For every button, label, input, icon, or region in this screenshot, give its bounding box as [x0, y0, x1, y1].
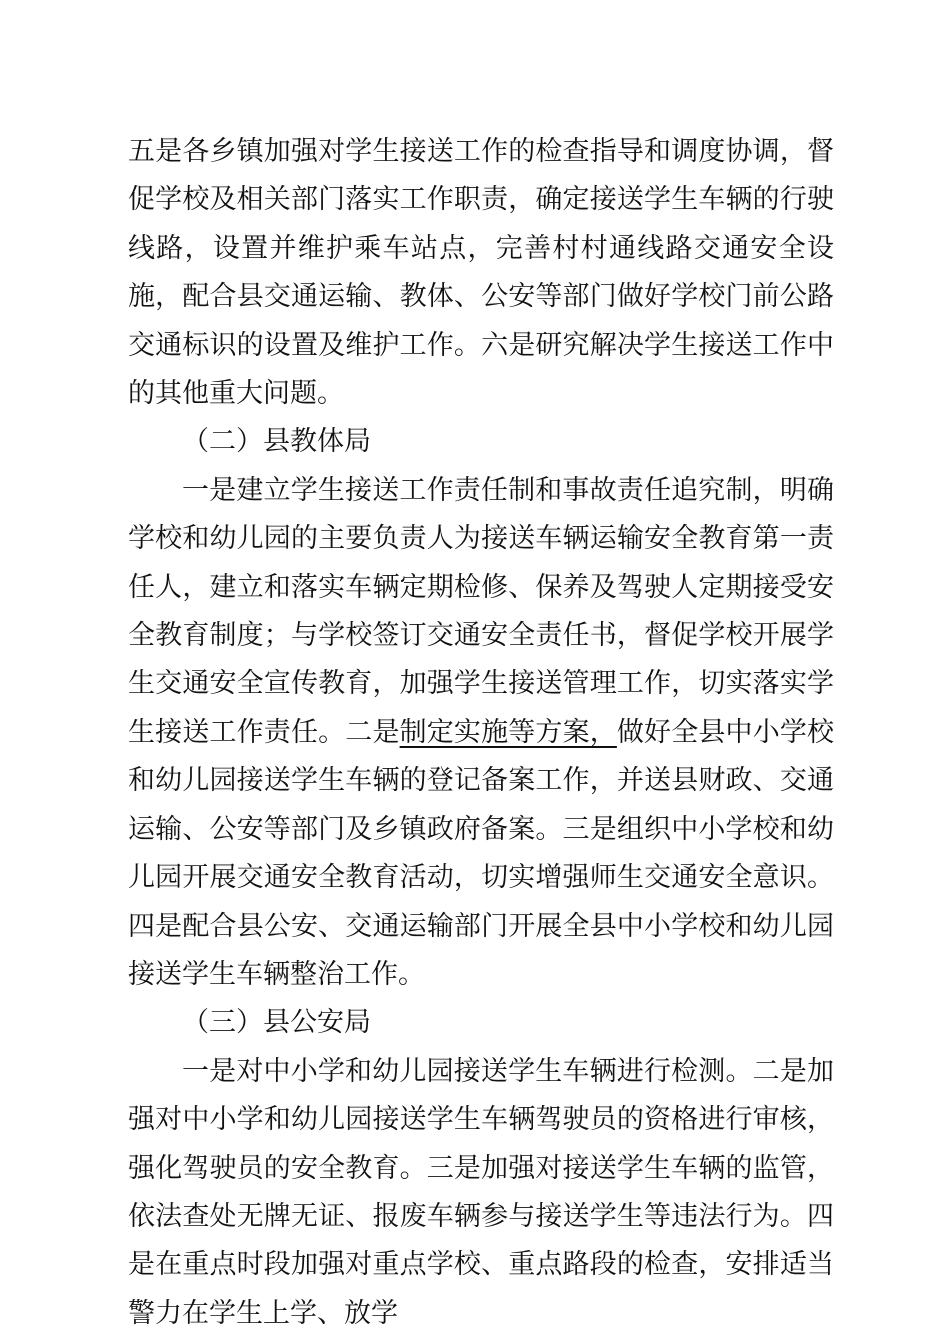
section-heading-education-bureau: （二）县教体局: [182, 426, 371, 458]
paragraph-education-bureau-part2: 做好全县中小学校和幼儿园接送学生车辆的登记备案工作，并送县财政、交通运输、公安等部门及乡镇政府备案。三是组织中小学校和幼儿园开展交通安全教育活动，切实增强师生交通安全意识。四是配合县公安、交通运输部门开展全县中小学校和幼儿园接送学生车辆整治工作。: [128, 716, 835, 990]
paragraph-education-bureau-part1: 一是建立学生接送工作责任制和事故责任追究制，明确学校和幼儿园的主要负责人为接送车辆运输安全教育第一责任人，建立和落实车辆定期检修、保养及驾驶人定期接受安全教育制度；与学校签订交通安全责任书，督促学校开展学生交通安全宣传教育，加强学生接送管理工作，切实落实学生接送工作责任。二是: [128, 474, 834, 748]
paragraph-township-duties: 五是各乡镇加强对学生接送工作的检查指导和调度协调，督促学校及相关部门落实工作职责，确定接送学生车辆的行驶线路，设置并维护乘车站点，完善村村通线路交通安全设施，配合县交通运输、教体、公安等部门做好学校门前公路交通标识的设置及维护工作。六是研究解决学生接送工作中的其他重大问题。: [128, 136, 834, 410]
paragraph-public-security-bureau: 一是对中小学和幼儿园接送学生车辆进行检测。二是加强对中小学和幼儿园接送学生车辆驾驶员的资格进行审核，强化驾驶员的安全教育。三是加强对接送学生车辆的监管，依法查处无牌无证、报废车辆参与接送学生等违法行为。四是在重点时段加强对重点学校、重点路段的检查，安排适当警力在学生上学、放学: [128, 1055, 834, 1329]
section-heading-public-security-bureau: （三）县公安局: [182, 1007, 371, 1039]
paragraph-education-bureau: [128, 467, 834, 999]
document-body: [128, 128, 834, 1338]
underlined-phrase: 制定实施等方案，: [399, 716, 617, 748]
